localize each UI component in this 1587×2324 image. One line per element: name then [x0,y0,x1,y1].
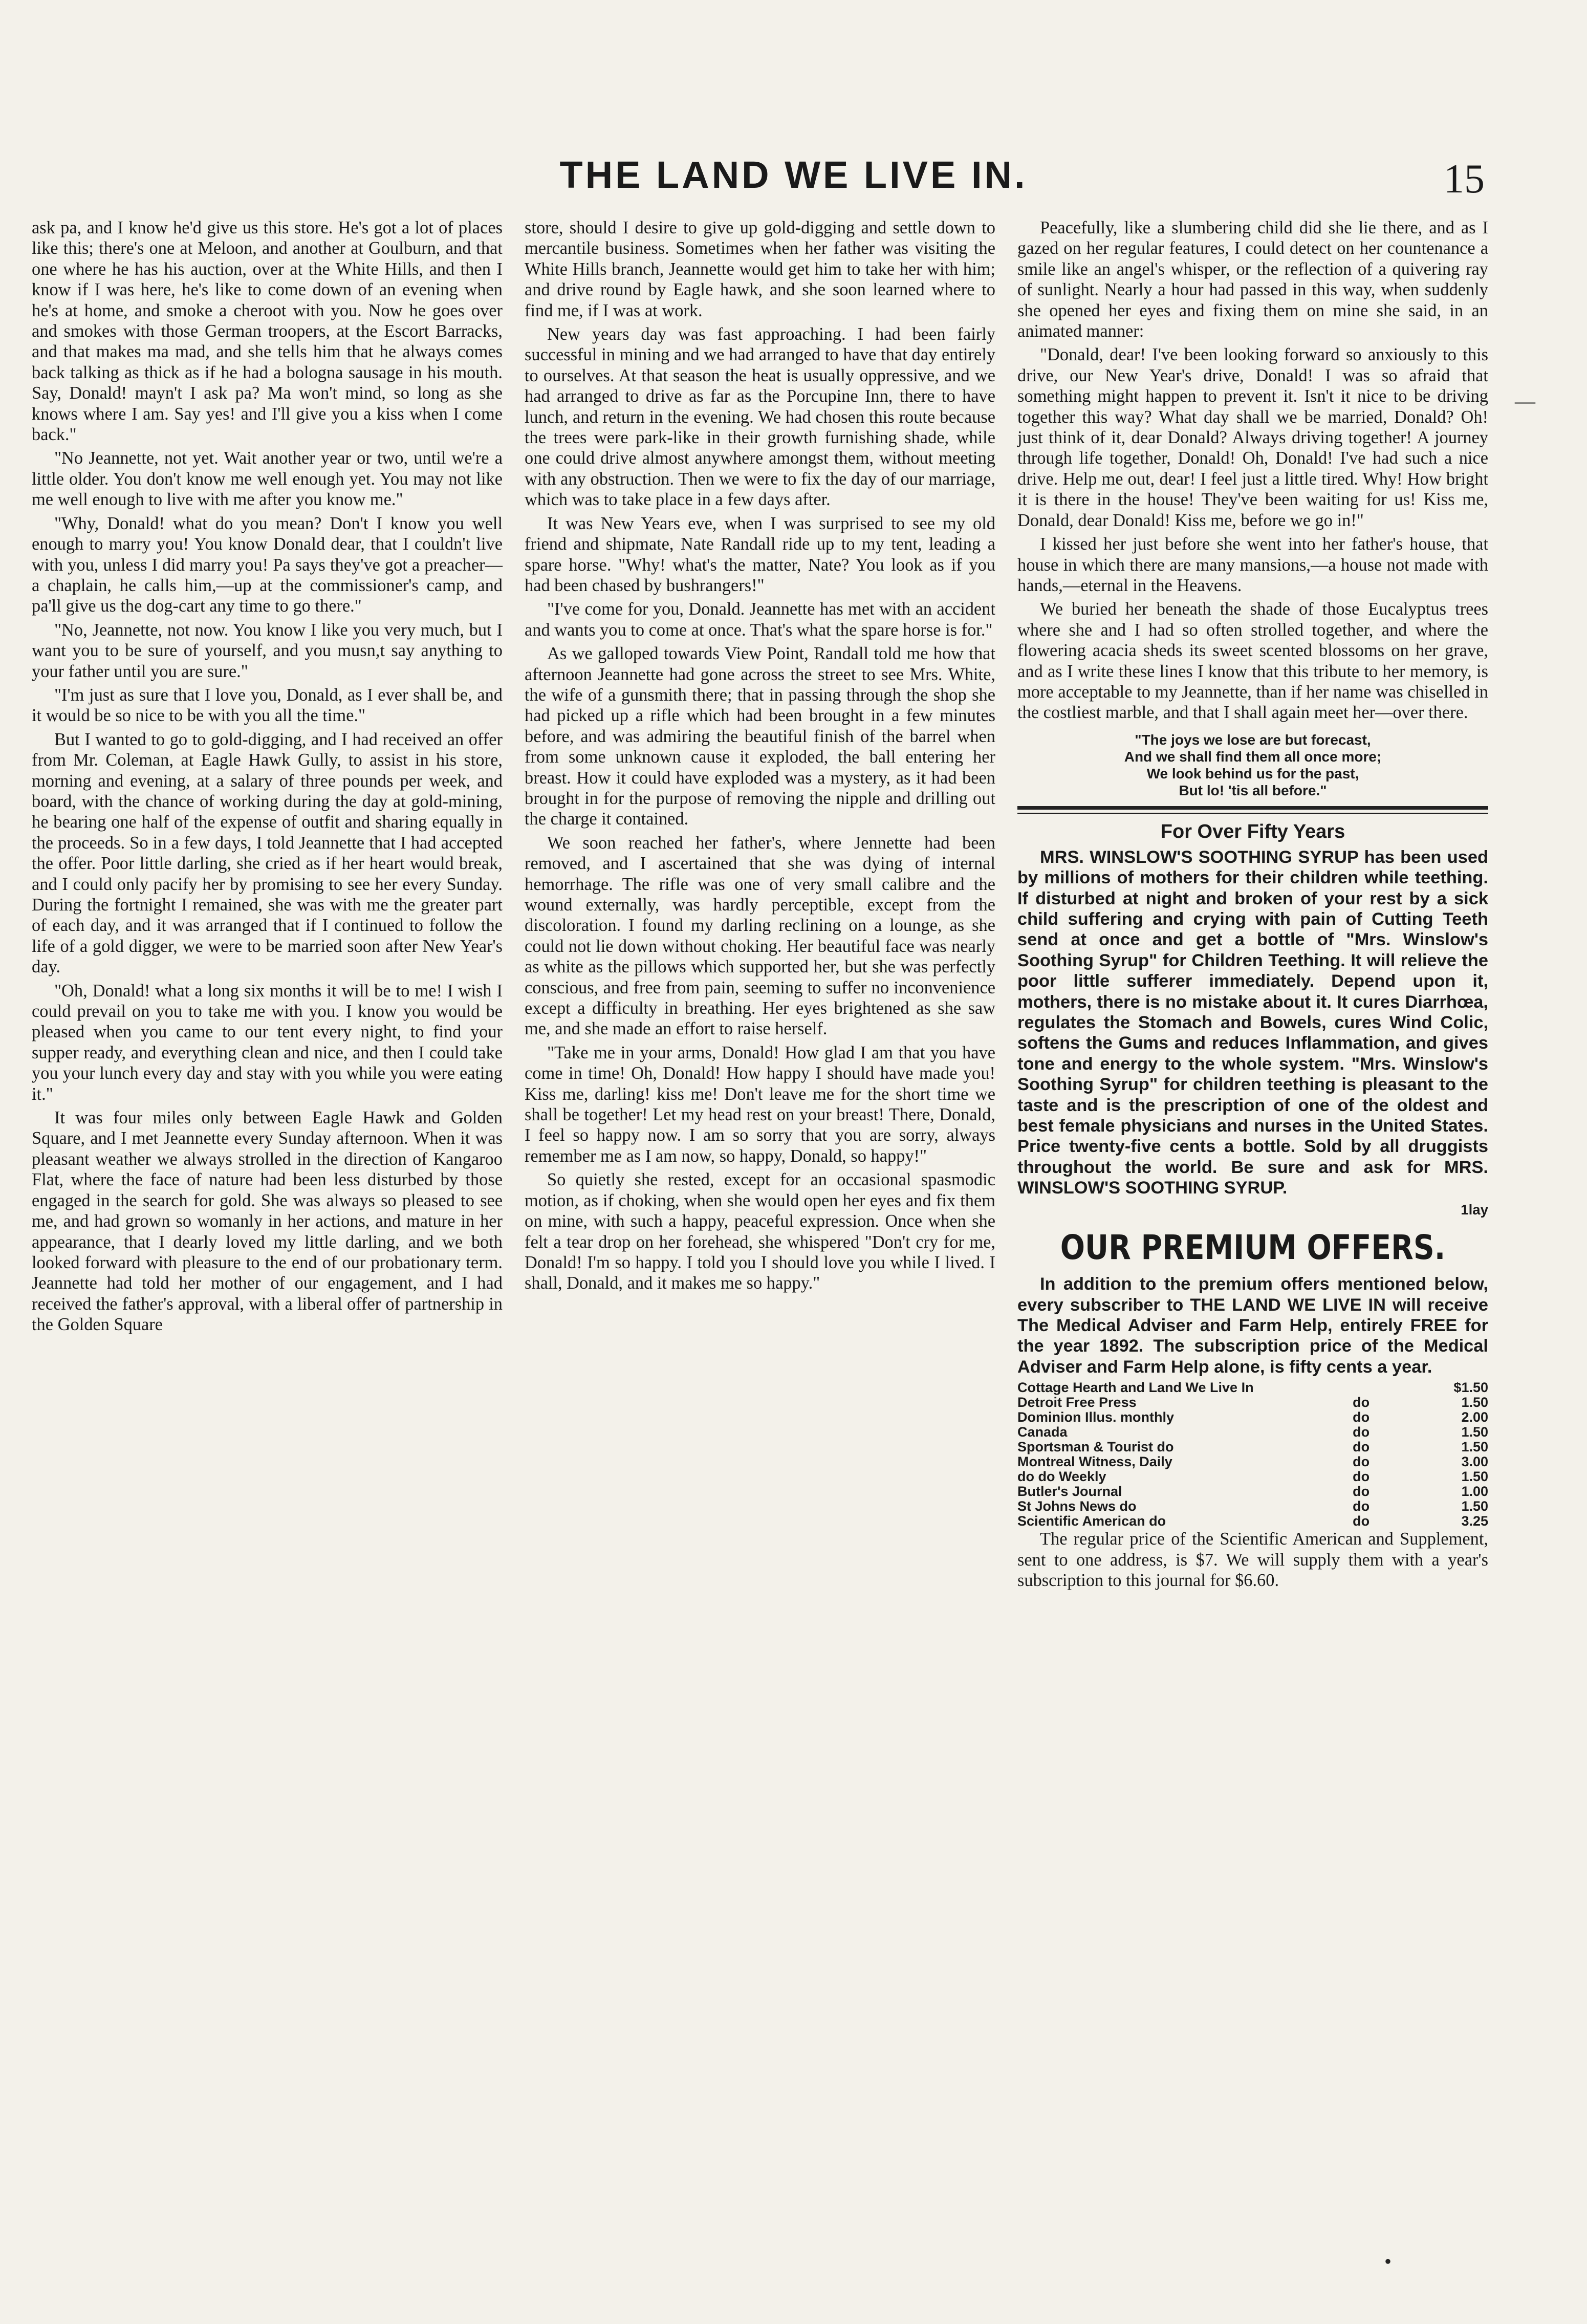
ad-body: MRS. WINSLOW'S SOOTHING SYRUP has been used by millions of mothers for their children while teething. If disturbed at night and broken of your rest by a sick child suffering and crying with pain of Cutting Teeth send at once and get a bottle of "Mrs. Winslow's Soothing Syrup" for Children Teething. It will relieve the poor little sufferer immediately. Depend upon it, mothers, there is no mistake about it. It cures Diarrhœa, regulates the Stomach and Bowels, cures Wind Colic, softens the Gums and reduces Inflammation, and gives tone and energy to the whole system. "Mrs. Winslow's Soothing Syrup" for children teething is pleasant to the taste and is the prescription of one of the oldest and best female physicians and nurses in the United States. Price twenty-five cents a bottle. Sold by all druggists throughout the world. Be sure and ask for MRS. WINSLOW'S SOOTHING SYRUP. [1017,847,1488,1198]
page-header [0,149,1587,211]
verse-line: And we shall find them all once more; [1124,748,1382,765]
column-3 [1017,218,1488,1594]
price-table [1017,1380,1488,1529]
ditto: do [1353,1498,1370,1514]
publication: Canada [1017,1424,1068,1440]
verse-line: We look behind us for the past, [1146,765,1359,781]
ditto: do [1353,1409,1370,1425]
table-row [1017,1454,1488,1469]
table-row [1017,1395,1488,1410]
publication: Dominion Illus. monthly [1017,1409,1174,1425]
publication: do do Weekly [1017,1469,1106,1485]
price: 1.50 [1461,1395,1488,1410]
ditto: do [1353,1469,1370,1485]
section-divider [1017,806,1488,810]
publication: Cottage Hearth and Land We Live In [1017,1380,1254,1396]
table-row [1017,1469,1488,1484]
paragraph: We buried her beneath the shade of those Eucalyptus trees where she and I had so often strolled together, and where the flowering acacia sheds its sweet scented blossoms on her grave, and as I write these lines I know that this tribute to her memory, is more acceptable to my Jeannette, than if her name was chiselled in the costliest marble, and that I shall again meet her—over there. [1017,599,1488,723]
ad-title: For Over Fifty Years [1160,820,1345,842]
paragraph: ask pa, and I know he'd give us this store. He's got a lot of places like this; there's one at Meloon, and another at Goulburn, and that one where he has his auction, over at the White Hills, and then I know if I was here, he's like to come down of an evening when he's at home, and smoke a cheroot with you. Now he goes over and smokes with those German troopers, at the Escort Barracks, and that makes ma mad, and she tells him that he always comes back talking as thick as if he had a bologna sausage in his mouth. Say, Donald! mayn't I ask pa? Ma won't mind, so long as she knows where I am. Say yes! and I'll give you a kiss when I come back." [32,218,503,445]
price: 3.00 [1461,1454,1488,1470]
ad-signature: 1lay [1461,1201,1488,1218]
premium-title: OUR PREMIUM OFFERS. [1060,1228,1446,1268]
paragraph: "Oh, Donald! what a long six months it will be to me! I wish I could prevail on you to take me with you. I know you would be pleased when you came to our tent every night, to find your supper ready, and everything clean and nice, and then I could take you your lunch every day and stay with you while you were eating it." [32,981,503,1104]
ditto: do [1353,1454,1370,1470]
section-divider-thin [1017,813,1488,814]
publication: St Johns News do [1017,1498,1137,1514]
closing-verse [1017,731,1488,799]
paragraph: "No Jeannette, not yet. Wait another year or two, until we're a little older. You don't know me well enough yet. You may not like me well enough to live with me after you know me." [32,448,503,510]
price: 1.50 [1461,1469,1488,1485]
table-row [1017,1380,1488,1395]
table-row [1017,1499,1488,1514]
ditto: do [1353,1395,1370,1410]
ditto: do [1353,1439,1370,1455]
table-row [1017,1484,1488,1499]
paragraph: "Donald, dear! I've been looking forward so anxiously to this drive, our New Year's drive, Donald! I was so afraid that something might happen to prevent it. Isn't it nice to be driving together this way? What day shall we be married, Donald? Oh! just think of it, dear Donald? Always driving together! A journey through life together, Donald! Oh, Donald! I've had such a nice drive. Help me out, dear! I feel just a little tired. Why! How bright it is there in the house! They've been waiting for us! Kiss me, Donald, dear Donald! Kiss me, before we go in!" [1017,345,1488,530]
paragraph: Peacefully, like a slumbering child did she lie there, and as I gazed on her regular features, I could detect on her countenance a smile like an angel's whisper, or the reflection of a quivering ray of sunlight. Nearly a hour had passed in this way, when suddenly she opened her eyes and fixing them on mine she said, in an animated manner: [1017,218,1488,341]
verse-line: "The joys we lose are but forecast, [1135,731,1371,748]
paragraph: But I wanted to go to gold-digging, and I had received an offer from Mr. Coleman, at Eagle Hawk Gully, to assist in his store, morning and evening, at a salary of three pounds per week, and board, with the chance of working during the day at gold-mining, he bearing one half of the expense of outfit and sharing equally in the proceeds. So in a few days, I told Jeannette that I had accepted the offer. Poor little darling, she cried as if her heart would break, and I could only pacify her by promising to see her every Sunday. During the fortnight I remained, she was with me the greater part of each day, and it was arranged that if I continued to follow the life of a gold digger, we were to be married soon after New Year's day. [32,729,503,977]
paragraph: store, should I desire to give up gold-digging and settle down to mercantile business. Sometimes when her father was visiting the White Hills branch, Jeannette would get him to take her with him; and drive round by Eagle hawk, and she soon learned where to find me, if I was at work. [525,218,995,320]
table-row [1017,1410,1488,1425]
price: $1.50 [1453,1380,1488,1396]
page-number: 15 [1444,157,1485,202]
paragraph: "Take me in your arms, Donald! How glad I am that you have come in time! Oh, Donald! How happy I should have made you! Kiss me, darling! kiss me! Don't leave me for the short time we shall be together! Let my head rest on your breast! There, Donald, I feel so happy now. I am so sorry that you are sorry, always remember me as I am now, so happy, Donald, so happy!" [525,1042,995,1166]
premium-offers [1017,1227,1488,1591]
paragraph: It was four miles only between Eagle Hawk and Golden Square, and I met Jeannette every Sunday afternoon. When it was pleasant weather we always strolled in the direction of Kangaroo Flat, where the face of nature had been less disturbed by those engaged in the search for gold. She was always so pleased to see me, and had grown so womanly in her actions, and mature in her appearance, that I dearly loved my little darling, and we both looked forward with pleasure to the end of our probationary term. Jeannette had told her mother of our engagement, and I had received the father's approval, with a liberal offer of partnership in the Golden Square [32,1108,503,1335]
price: 1.50 [1461,1439,1488,1455]
premium-closing: The regular price of the Scientific American and Supplement, sent to one address, is $7. We will supply them with a year's subscription to this journal for $6.60. [1017,1529,1488,1591]
price: 1.50 [1461,1424,1488,1440]
publication: Montreal Witness, Daily [1017,1454,1172,1470]
column-1 [32,218,503,1338]
ditto: do [1353,1484,1370,1500]
ditto: do [1353,1424,1370,1440]
paragraph: New years day was fast approaching. I had been fairly successful in mining and we had arranged to have that day entirely to ourselves. At that season the heat is usually oppressive, and we had arranged to drive as far as the Porcupine Inn, there to have lunch, and return in the evening. We had chosen this route because the trees were park-like in their growth furnishing shade, while one could drive almost anywhere amongst them, without meeting with any obstruction. Then we were to fix the day of our marriage, which was to take place in a few days after. [525,324,995,510]
paragraph: "Why, Donald! what do you mean? Don't I know you well enough to marry you! You know Donald dear, that I couldn't live with you, unless I did marry you! Pa says they've got a preacher—a chaplain, he calls him,—up at the commissioner's camp, and pa'll give us the dog-cart any time to go there." [32,513,503,616]
publication: Sportsman & Tourist do [1017,1439,1174,1455]
column-2 [525,218,995,1297]
paragraph: So quietly she rested, except for an occasional spasmodic motion, as if choking, when she would open her eyes and fix them on mine, with such a happy, peaceful expression. Once when she felt a tear drop on her forehead, she whispered "Don't cry for me, Donald! I'm so happy. I told you I should love you while I lived. I shall, Donald, and it makes me so happy." [525,1170,995,1293]
price: 1.00 [1461,1484,1488,1500]
margin-dot-mark: • [1384,2250,1392,2273]
table-row [1017,1514,1488,1529]
paragraph: "I'm just as sure that I love you, Donald, as I ever shall be, and it would be so nice to be with you all the time." [32,685,503,726]
table-row [1017,1425,1488,1440]
running-title: THE LAND WE LIVE IN. [559,154,1028,196]
paragraph: It was New Years eve, when I was surprised to see my old friend and shipmate, Nate Randall ride up to my tent, leading a spare horse. "Why! what's the matter, Nate? You look as if you had been chased by bushrangers!" [525,513,995,595]
price: 2.00 [1461,1409,1488,1425]
publication: Butler's Journal [1017,1484,1122,1500]
paragraph: As we galloped towards View Point, Randall told me how that afternoon Jeannette had gone across the street to see Mrs. White, the wife of a gunsmith there; that in passing through the shop she had picked up a rifle which had been brought in a few minutes before, and was admiring the beautiful finish of the barrel when from some unknown cause it exploded, the ball entering her breast. How it could have exploded was a mystery, as it had been brought in for the purpose of removing the nipple and drilling out the charge it contained. [525,644,995,829]
publication: Detroit Free Press [1017,1395,1137,1410]
ditto: do [1353,1513,1370,1529]
premium-intro: In addition to the premium offers mentioned below, every subscriber to THE LAND WE LIVE IN will receive The Medical Adviser and Farm Help, entirely FREE for the year 1892. The subscription price of the Medical Adviser and Farm Help alone, is fifty cents a year. [1017,1274,1488,1377]
paragraph: We soon reached her father's, where Jennette had been removed, and I ascertained that she was dying of internal hemorrhage. The rifle was one of very small calibre and the wound externally, was hardly perceptible, except from the discoloration. I found my darling reclining on a lounge, as she could not lie down without choking. Her beautiful face was nearly as white as the pillows which supported her, but she was perfectly conscious, and free from pain, seeming to suffer no inconvenience except a difficulty in breathing. Her eyes brightened as she saw me, and she made an effort to raise herself. [525,833,995,1039]
price: 3.25 [1461,1513,1488,1529]
paragraph: "I've come for you, Donald. Jeannette has met with an accident and wants you to come at once. That's what the spare horse is for." [525,599,995,640]
paragraph: "No, Jeannette, not now. You know I like you very much, but I want you to be sure of yourself, and you musn,t say anything to your father until you are sure." [32,620,503,681]
verse-line: But lo! 'tis all before." [1179,782,1327,798]
publication: Scientific American do [1017,1513,1166,1529]
paragraph: I kissed her just before she went into her father's house, that house in which there are many mansions,—a house not made with hands,—eternal in the Heavens. [1017,534,1488,595]
ditto [1309,1380,1412,1395]
syrup-advertisement [1017,819,1488,1218]
table-row [1017,1440,1488,1454]
margin-dash-mark: — [1515,389,1535,412]
price: 1.50 [1461,1498,1488,1514]
